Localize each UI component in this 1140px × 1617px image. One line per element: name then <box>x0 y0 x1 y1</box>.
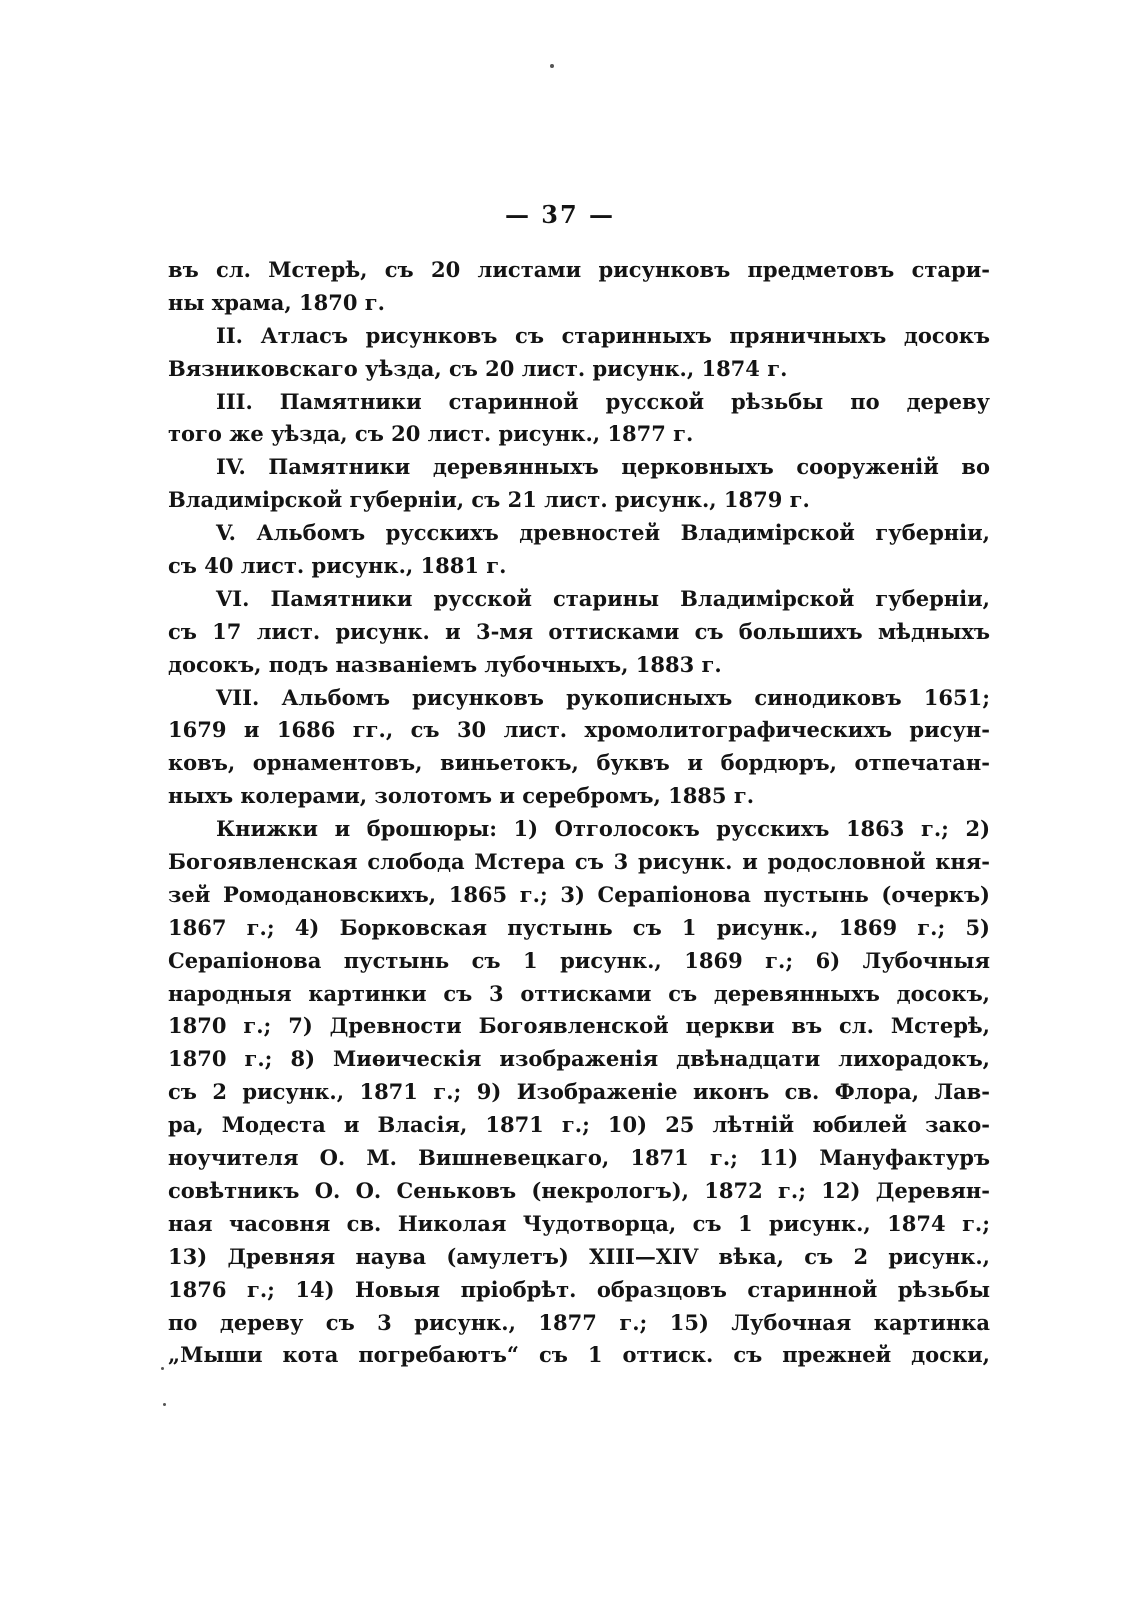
text-line: зей Ромодановскихъ, 1865 г.; 3) Серапіонова пустынь (очеркъ) <box>168 881 990 907</box>
text-line: II. Атласъ рисунковъ съ старинныхъ пряничныхъ досокъ <box>216 322 990 348</box>
text-line: Богоявленская слобода Мстера съ 3 рисунк. и родословной кня- <box>168 849 990 875</box>
text-line: Серапіонова пустынь съ 1 рисунк., 1869 г.; 6) Лубочныя <box>168 947 990 973</box>
speck-top <box>550 64 554 68</box>
text-line: ра, Модеста и Власія, 1871 г.; 10) 25 лѣтній юбилей зако- <box>168 1112 990 1138</box>
text-line: ковъ, орнаментовъ, виньетокъ, буквъ и бордюръ, отпечатан- <box>168 750 990 776</box>
text-line: 1870 г.; 7) Древности Богоявленской церкви въ сл. Мстерѣ, <box>168 1013 990 1039</box>
text-line: съ 17 лист. рисунк. и 3-мя оттисками съ большихъ мѣдныхъ <box>168 618 990 644</box>
text-line: народныя картинки съ 3 оттисками съ деревянныхъ досокъ, <box>168 980 990 1006</box>
text-line: въ сл. Мстерѣ, съ 20 листами рисунковъ предметовъ стари- <box>168 257 990 282</box>
text-line: Владимірской губерніи, съ 21 лист. рисунк., 1879 г. <box>168 487 810 513</box>
text-line: VII. Альбомъ рисунковъ рукописныхъ синодиковъ 1651; <box>216 684 990 710</box>
text-line: Вязниковскаго уѣзда, съ 20 лист. рисунк., 1874 г. <box>168 355 788 381</box>
text-line: ны храма, 1870 г. <box>168 289 385 315</box>
speck-bottom-left-2 <box>163 1403 166 1406</box>
body-text <box>168 254 990 1372</box>
text-line: съ 40 лист. рисунк., 1881 г. <box>168 553 507 579</box>
text-line: 1876 г.; 14) Новыя пріобрѣт. образцовъ старинной рѣзьбы <box>168 1276 990 1302</box>
text-line: совѣтникъ О. О. Сеньковъ (некрологъ), 1872 г.; 12) Деревян- <box>168 1177 990 1203</box>
text-line: 1679 и 1686 гг., съ 30 лист. хромолитографическихъ рисун- <box>168 717 990 743</box>
text-line: 1870 г.; 8) Миѳическія изображенія двѣнадцати лихорадокъ, <box>168 1046 990 1072</box>
text-line: ная часовня св. Николая Чудотворца, съ 1 рисунк., 1874 г.; <box>168 1210 990 1236</box>
text-line: IV. Памятники деревянныхъ церковныхъ сооруженій во <box>216 454 990 480</box>
text-line: съ 2 рисунк., 1871 г.; 9) Изображеніе иконъ св. Флора, Лав- <box>168 1079 990 1105</box>
text-line: 13) Древняя наува (амулетъ) XIII—XIV вѣка, съ 2 рисунк., <box>168 1243 990 1269</box>
page-number: — 37 — <box>504 200 616 229</box>
text-line: 1867 г.; 4) Борковская пустынь съ 1 рисунк., 1869 г.; 5) <box>168 914 990 940</box>
text-line: V. Альбомъ русскихъ древностей Владимірской губерніи, <box>216 520 990 546</box>
text-line: „Мыши кота погребаютъ“ съ 1 оттиск. съ прежней доски, <box>168 1342 990 1368</box>
text-line: Книжки и брошюры: 1) Отголосокъ русскихъ 1863 г.; 2) <box>216 816 990 842</box>
text-line: по дереву съ 3 рисунк., 1877 г.; 15) Лубочная картинка <box>168 1309 990 1335</box>
speck-bottom-left <box>161 1367 164 1370</box>
text-line: ноучителя О. М. Вишневецкаго, 1871 г.; 11) Мануфактуръ <box>168 1145 990 1171</box>
text-line: III. Памятники старинной русской рѣзьбы по дереву <box>216 388 990 414</box>
text-line: досокъ, подъ названіемъ лубочныхъ, 1883 г. <box>168 651 722 677</box>
text-line: VI. Памятники русской старины Владимірской губерніи, <box>216 585 990 611</box>
text-line: того же уѣзда, съ 20 лист. рисунк., 1877 г. <box>168 421 694 447</box>
text-line: ныхъ колерами, золотомъ и серебромъ, 1885 г. <box>168 783 755 809</box>
